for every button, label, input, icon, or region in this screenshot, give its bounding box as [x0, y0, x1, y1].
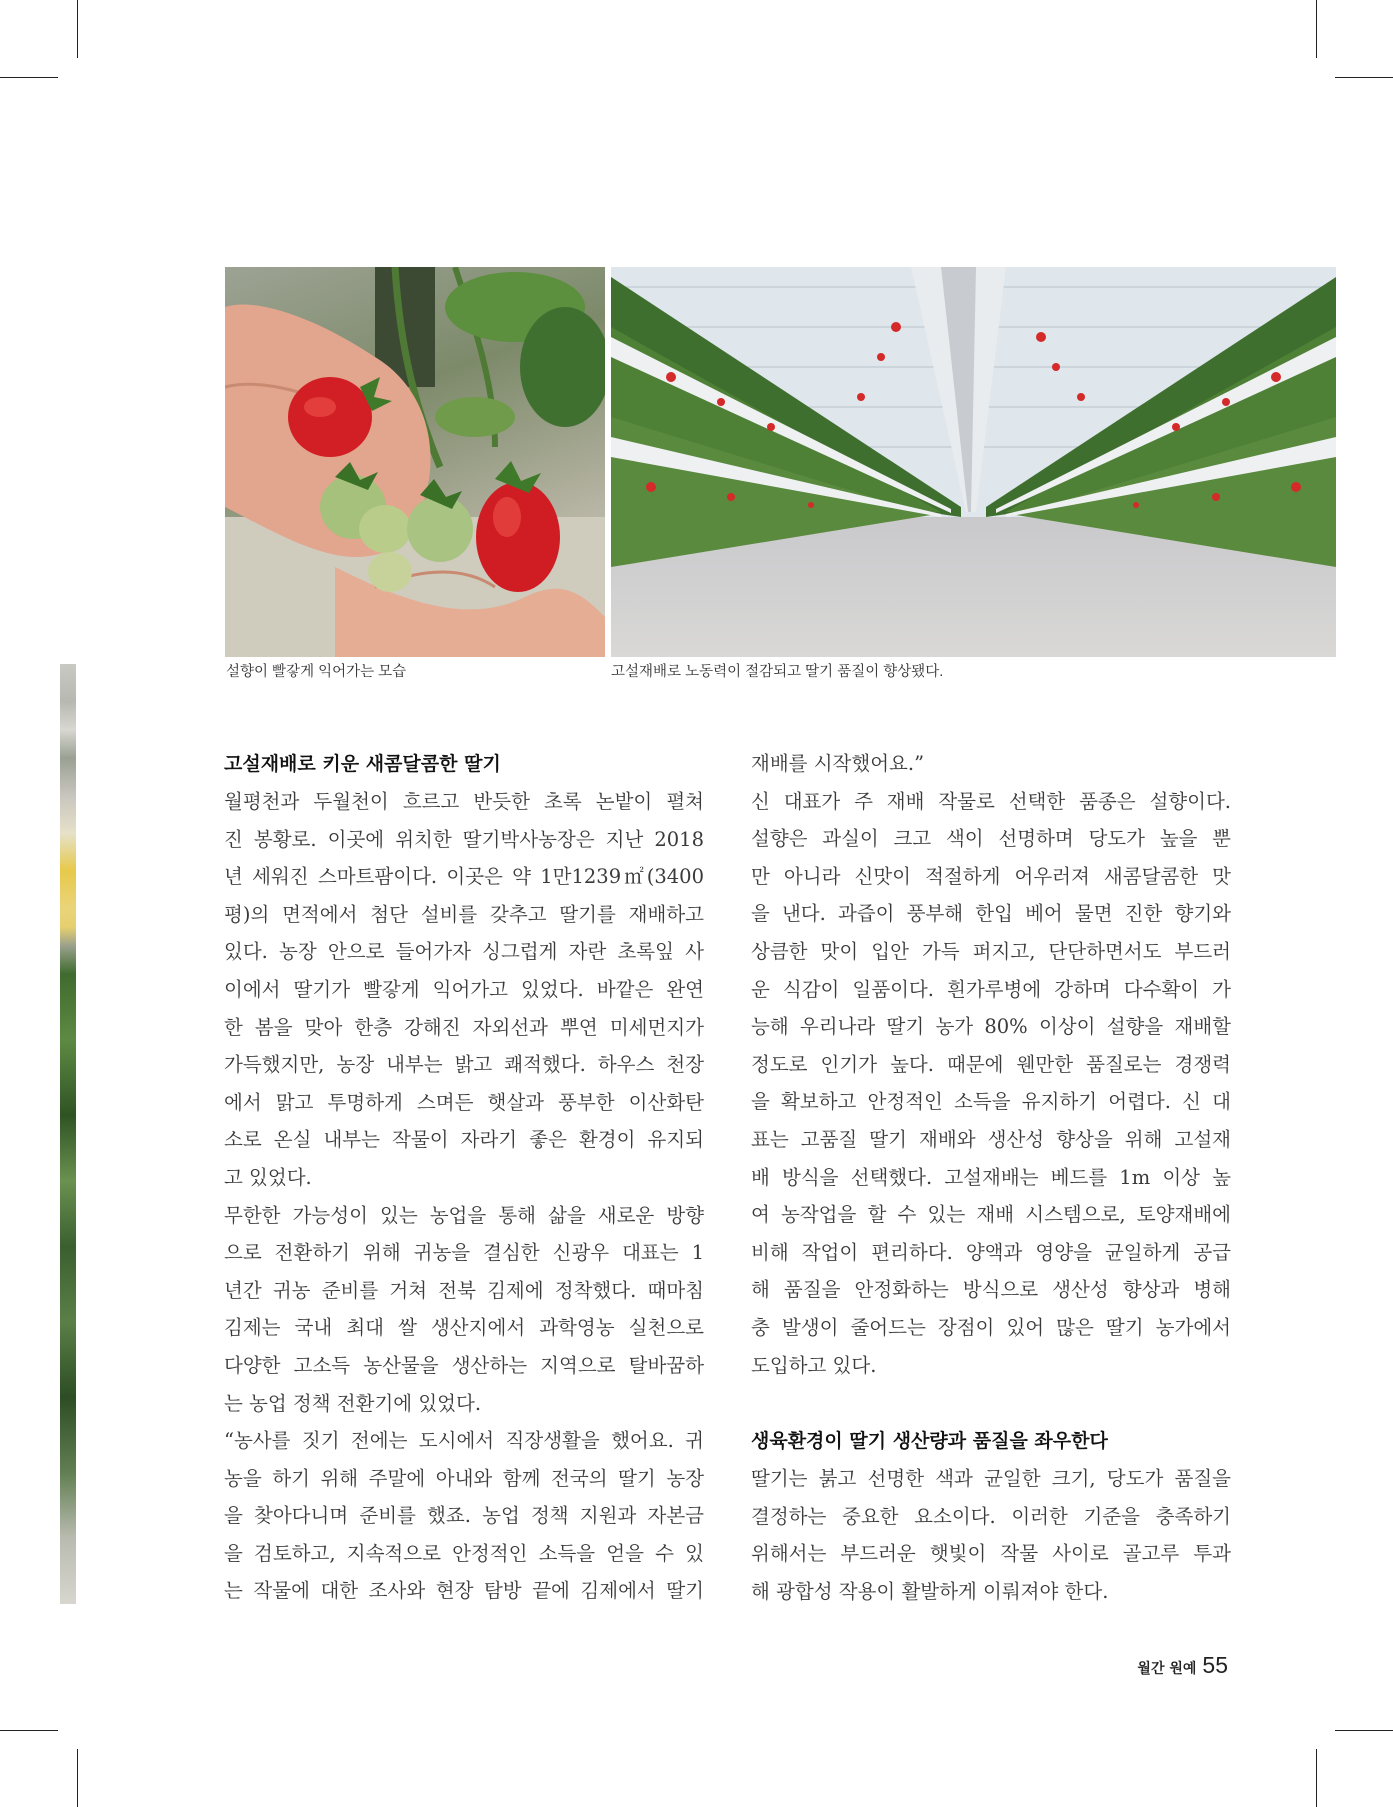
- body-line: 비해 작업이 편리하다. 양액과 영양을 균일하게 공급: [751, 1240, 1231, 1264]
- body-line: 신 대표가 주 재배 작물로 선택한 품종은 설향이다.: [751, 789, 1231, 813]
- body-line: 있다. 농장 안으로 들어가자 싱그럽게 자란 초록잎 사: [224, 940, 704, 964]
- right-photo-caption: 고설재배로 노동력이 절감되고 딸기 품질이 향상됐다.: [611, 664, 944, 680]
- body-line: 해 품질을 안정화하는 방식으로 생산성 향상과 병해: [751, 1278, 1231, 1302]
- crop-mark: [77, 1749, 78, 1807]
- greenhouse-photo: [611, 267, 1336, 657]
- body-line: 해 광합성 작용이 활발하게 이뤄져야 한다.: [751, 1579, 1109, 1603]
- crop-mark: [0, 77, 58, 78]
- body-line: 다양한 고소득 농산물을 생산하는 지역으로 탈바꿈하: [224, 1353, 704, 1377]
- crop-mark: [1335, 77, 1393, 78]
- crop-mark: [0, 1730, 58, 1731]
- body-line: “농사를 짓기 전에는 도시에서 직장생활을 했어요. 귀: [224, 1429, 704, 1453]
- body-line: 재배를 시작했어요.”: [751, 752, 925, 775]
- body-line: 정도로 인기가 높다. 때문에 웬만한 품질로는 경쟁력: [751, 1052, 1231, 1076]
- body-line: 으로 전환하기 위해 귀농을 결심한 신광우 대표는 1: [224, 1241, 704, 1265]
- body-line: 을 검토하고, 지속적으로 안정적인 소득을 얻을 수 있: [224, 1541, 704, 1565]
- body-line: 이에서 딸기가 빨갛게 익어가고 있었다. 바깥은 완연: [224, 977, 704, 1001]
- paragraph-gap: [751, 1384, 1231, 1422]
- page-folio: [1137, 1652, 1228, 1679]
- crop-mark: [77, 0, 78, 58]
- body-line: 농을 하기 위해 주말에 아내와 함께 전국의 딸기 농장: [224, 1466, 704, 1490]
- left-photo-caption: 설향이 빨갛게 익어가는 모습: [226, 664, 407, 680]
- body-line: 한 봄을 맞아 한층 강해진 자외선과 뿌연 미세먼지가: [224, 1015, 704, 1039]
- body-line: 위해서는 부드러운 햇빛이 작물 사이로 골고루 투과: [751, 1542, 1231, 1566]
- body-line: 충 발생이 줄어드는 장점이 있어 많은 딸기 농가에서: [751, 1315, 1231, 1339]
- body-line: 년 세워진 스마트팜이다. 이곳은 약 1만1239㎡(3400: [224, 865, 704, 889]
- body-line: 운 식감이 일품이다. 흰가루병에 강하며 다수확이 가: [751, 977, 1231, 1001]
- strawberry-hand-photo: [225, 267, 605, 657]
- body-line: 을 확보하고 안정적인 소득을 유지하기 어렵다. 신 대: [751, 1090, 1231, 1114]
- body-line: 평)의 면적에서 첨단 설비를 갖추고 딸기를 재배하고: [224, 902, 704, 926]
- body-line: 상큼한 맛이 입안 가득 퍼지고, 단단하면서도 부드러: [751, 939, 1231, 963]
- body-line: 월평천과 두월천이 흐르고 반듯한 초록 논밭이 펼쳐: [224, 790, 704, 813]
- body-line: 는 농업 정책 전환기에 있었다.: [224, 1391, 482, 1415]
- section-heading: 생육환경이 딸기 생산량과 품질을 좌우한다: [751, 1430, 1108, 1453]
- body-line: 진 봉황로. 이곳에 위치한 딸기박사농장은 지난 2018: [224, 827, 704, 851]
- crop-mark: [1335, 1730, 1393, 1731]
- body-line: 김제는 국내 최대 쌀 생산지에서 과학영농 실천으로: [224, 1316, 704, 1340]
- body-line: 을 낸다. 과즙이 풍부해 한입 베어 물면 진한 향기와: [751, 902, 1231, 926]
- body-line: 만 아니라 신맛이 적절하게 어우러져 새콤달콤한 맛: [751, 864, 1231, 888]
- page-number: 55: [1202, 1652, 1228, 1678]
- body-line: 을 찾아다니며 준비를 했죠. 농업 정책 지원과 자본금: [224, 1504, 704, 1528]
- article-column-left: [224, 745, 704, 1610]
- body-line: 가득했지만, 농장 내부는 밝고 쾌적했다. 하우스 천장: [224, 1053, 704, 1077]
- body-line: 고 있었다.: [224, 1165, 312, 1189]
- magazine-name: 월간 원예: [1137, 1661, 1197, 1677]
- body-line: 딸기는 붉고 선명한 색과 균일한 크기, 당도가 품질을: [751, 1467, 1231, 1491]
- body-line: 설향은 과실이 크고 색이 선명하며 당도가 높을 뿐: [751, 827, 1231, 851]
- section-heading: 고설재배로 키운 새콤달콤한 딸기: [224, 753, 501, 775]
- body-line: 년간 귀농 준비를 거쳐 전북 김제에 정착했다. 때마침: [224, 1278, 704, 1302]
- body-line: 는 작물에 대한 조사와 현장 탐방 끝에 김제에서 딸기: [224, 1579, 704, 1603]
- body-line: 에서 맑고 투명하게 스며든 햇살과 풍부한 이산화탄: [224, 1090, 704, 1114]
- body-line: 소로 온실 내부는 작물이 자라기 좋은 환경이 유지되: [224, 1128, 704, 1152]
- body-line: 결정하는 중요한 요소이다. 이러한 기준을 충족하기: [751, 1504, 1231, 1528]
- body-line: 무한한 가능성이 있는 농업을 통해 삶을 새로운 방향: [224, 1203, 704, 1227]
- crop-mark: [1316, 0, 1317, 58]
- adjacent-page-bleed: [60, 664, 76, 1604]
- crop-mark: [1316, 1749, 1317, 1807]
- body-line: 도입하고 있다.: [751, 1353, 877, 1377]
- body-line: 배 방식을 선택했다. 고설재배는 베드를 1m 이상 높: [751, 1165, 1231, 1189]
- article-column-right: [751, 745, 1231, 1610]
- body-line: 표는 고품질 딸기 재배와 생산성 향상을 위해 고설재: [751, 1127, 1231, 1151]
- body-line: 여 농작업을 할 수 있는 재배 시스템으로, 토양재배에: [751, 1203, 1231, 1227]
- body-line: 능해 우리나라 딸기 농가 80% 이상이 설향을 재배할: [751, 1015, 1231, 1039]
